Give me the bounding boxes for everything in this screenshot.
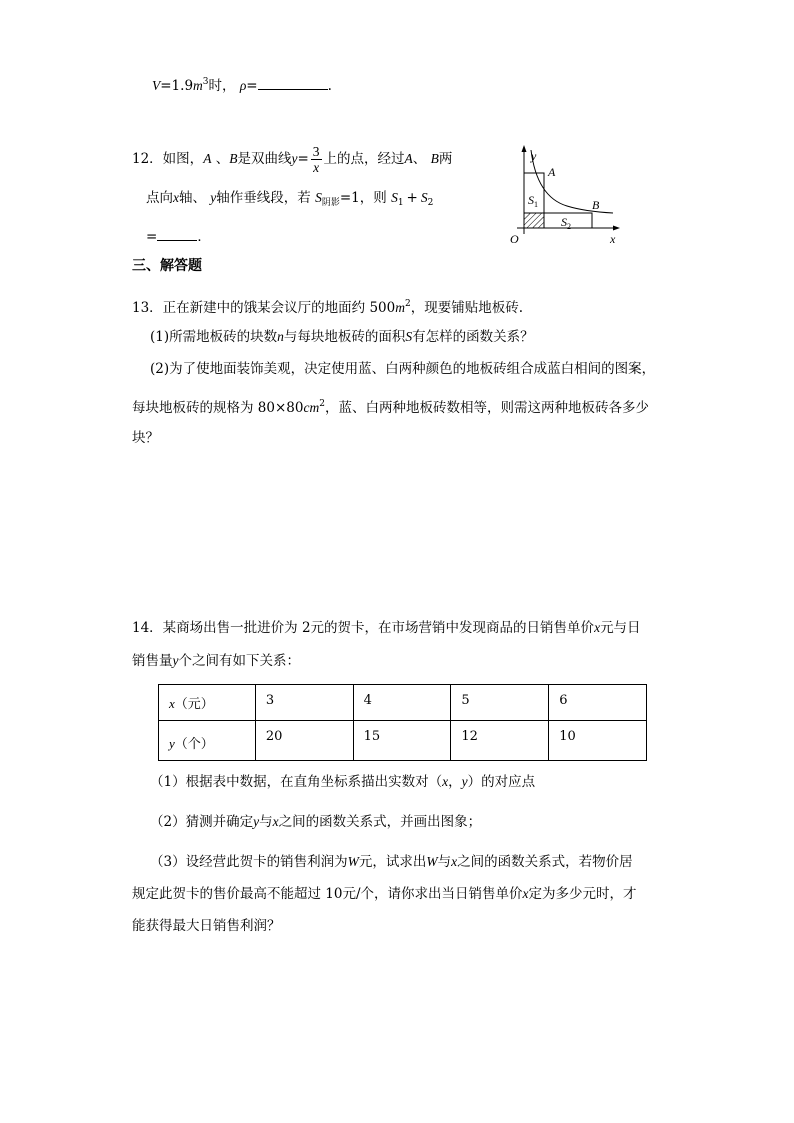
hyperbola-curve [531,150,613,213]
table-cell: 4 [353,685,451,721]
q13-line5: 块？ [132,430,159,446]
table-cell: x（元） [159,685,256,721]
q13-line4: 每块地板砖的规格为 $80\times 80cm^2$，蓝、白两种地板砖数相等，则需这两种地板砖各多少 [132,399,649,416]
answer-blank-q12[interactable] [157,226,197,241]
q14-part3-line3: 能获得最大日销售利润？ [132,918,281,934]
rho-symbol: ρ [239,78,247,93]
q12-line2: 点向x轴、 y轴作垂线段，若 $S_{阴影}=1$，则 $S_1 + S_2$ [146,190,434,208]
table-cell: 3 [255,685,353,721]
hyperbola-figure [505,142,625,250]
q12-line3: = ． [146,226,211,247]
answer-blank-q11[interactable] [258,75,328,90]
table-cell: y（个） [159,721,256,761]
shaded-region [524,213,544,228]
q14-part2: （2）猜测并确定y与x之间的函数关系式，并画出图象； [150,814,482,830]
q14-part1: （1）根据表中数据，在直角坐标系描出实数对（x，y）的对应点 [150,774,536,790]
table-row [159,721,647,761]
q14-line2: 销售量y个之间有如下关系： [132,653,300,669]
q13-line3: (2)为了使地面装饰美观，决定使用蓝、白两种颜色的地板砖组合成蓝白相间的图案， [150,361,656,377]
label-o: O [510,232,519,246]
table-cell: 10 [549,721,647,761]
label-y: y [531,149,537,163]
x-axis-arrow [613,226,620,231]
price-sales-table [158,684,647,761]
table-cell: 15 [353,721,451,761]
q14-part3-line1: （3）设经营此贺卡的销售利润为W元，试求出W与x之间的函数关系式，若物价居 [150,854,633,870]
q14-part3-line2: 规定此贺卡的售价最高不能超过 10元/个，请你求出当日销售单价x定为多少元时，才 [132,886,637,902]
label-a: A [548,165,556,179]
var-v: V [152,78,161,93]
section-title: 三、解答题 [132,258,202,274]
table-row [159,685,647,721]
q13-line2: (1)所需地板砖的块数n与每块地板砖的面积S有怎样的函数关系？ [150,329,534,345]
label-b: B [592,198,600,212]
fraction-3-over-x: $\frac{3}{x}$ [312,144,320,175]
label-s1: $S_1$ [528,193,538,209]
y-axis-arrow [522,145,527,152]
table-cell: 20 [255,721,353,761]
label-x: x [610,232,616,246]
q14-line1: 14．某商场出售一批进价为 2元的贺卡，在市场营销中发现商品的日销售单价x元与日 [132,620,641,636]
q11-line: $V=1.9m^3$时， ρ= . [152,77,332,94]
q12-line1: 12．如图，A 、B是双曲线y= $\frac{3}{x}$ 上的点，经过A、 B两 [132,144,453,175]
table-cell: 6 [549,685,647,721]
table-cell: 5 [451,685,549,721]
table-cell: 12 [451,721,549,761]
q13-line1: 13．正在新建中的饿某会议厅的地面约 $500m^2$，现要铺贴地板砖. [132,299,524,316]
label-s2: $S_2$ [561,215,571,231]
